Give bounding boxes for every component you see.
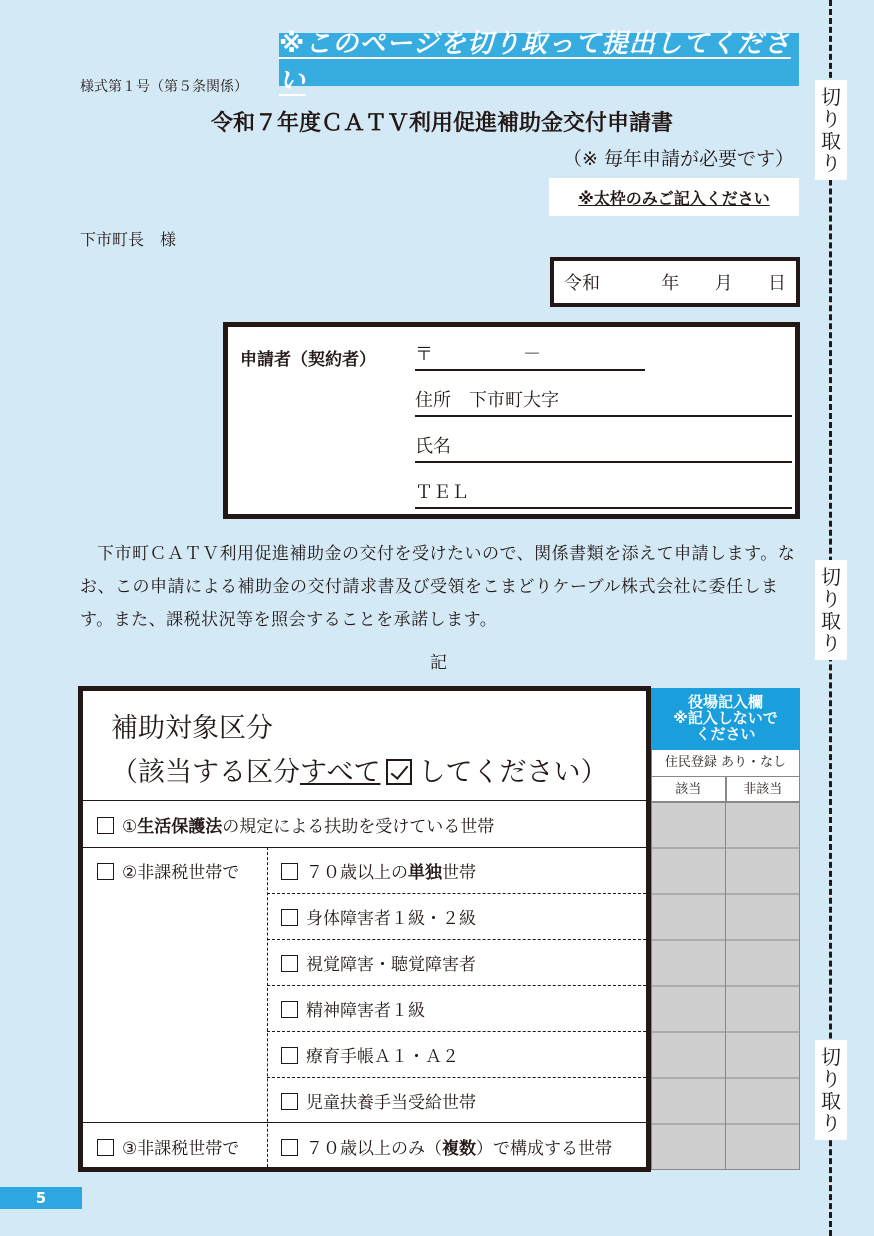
row2-label: ②非課税世帯で xyxy=(122,863,240,883)
row3-bold: 複数 xyxy=(442,1139,476,1159)
address-field[interactable]: 住所 下市町大字 xyxy=(415,387,792,417)
row2-item-3-text: 視覚障害・聴覚障害者 xyxy=(306,955,476,975)
table-heading xyxy=(111,707,607,795)
row2-item-1-bold: 単独 xyxy=(408,863,442,883)
row2-item-4[interactable] xyxy=(281,996,425,1021)
name-field[interactable]: 氏名 xyxy=(415,433,792,463)
office-head-1: 役場記入欄 xyxy=(687,693,763,711)
row2-item-4-text: 精神障害者１級 xyxy=(306,1001,425,1021)
ki-heading: 記 xyxy=(430,653,447,673)
row2-item-6[interactable] xyxy=(281,1088,476,1113)
row2-item-5-text: 療育手帳Ａ１・Ａ２ xyxy=(306,1047,459,1067)
row2-checkbox[interactable] xyxy=(97,863,114,880)
instruction-post: してください） xyxy=(418,757,608,788)
row2-item-5-checkbox[interactable] xyxy=(281,1047,298,1064)
row2-item-2-text: 身体障害者１級・２級 xyxy=(306,909,476,929)
row2-item-1[interactable] xyxy=(281,858,476,883)
date-year: 年 xyxy=(661,273,680,294)
row2-item-2[interactable] xyxy=(281,904,476,929)
row3-option[interactable] xyxy=(97,1134,239,1159)
date-day: 日 xyxy=(767,273,786,294)
not-applicable-column: 非該当 xyxy=(726,776,801,802)
date-field[interactable] xyxy=(550,257,800,307)
row1-checkbox[interactable] xyxy=(97,817,114,834)
row3-label: ③非課税世帯で xyxy=(122,1139,240,1159)
page-number: 5 xyxy=(0,1187,82,1209)
office-grid xyxy=(651,802,800,1170)
office-use-column xyxy=(651,688,800,1170)
row3-checkbox[interactable] xyxy=(97,1139,114,1156)
office-use-header xyxy=(651,688,800,750)
row2-item-6-text: 児童扶養手当受給世帯 xyxy=(306,1093,476,1113)
row2-item-3-checkbox[interactable] xyxy=(281,955,298,972)
instruction-pre: （該当する区分 xyxy=(111,757,300,788)
row2-item-5[interactable] xyxy=(281,1042,459,1067)
row1-num: ① xyxy=(122,817,138,837)
row3-item-checkbox[interactable] xyxy=(281,1139,298,1156)
row3-item[interactable] xyxy=(281,1134,612,1159)
row2-item-1-pre: ７０歳以上の xyxy=(306,863,408,883)
cut-label-top: 切り取り xyxy=(815,80,847,180)
resident-registration: 住民登録 あり・なし xyxy=(651,750,800,776)
document-title: 令和７年度ＣＡＴＶ利用促進補助金交付申請書 xyxy=(210,111,673,136)
row2-item-1-post: 世帯 xyxy=(442,863,476,883)
checkmark-icon xyxy=(386,759,412,785)
office-head-2: ※記入しないで xyxy=(673,709,778,727)
row2-option[interactable] xyxy=(97,858,239,883)
form-number: 様式第１号（第５条関係） xyxy=(80,79,248,95)
row2-item-3[interactable] xyxy=(281,950,476,975)
postal-code-field[interactable]: 〒 － xyxy=(415,341,645,371)
cut-out-banner: ※このページを切り取って提出してください xyxy=(279,33,799,86)
table-heading-instruction xyxy=(111,751,607,795)
table-heading-title: 補助対象区分 xyxy=(111,713,273,744)
fill-note: ※太枠のみご記入ください xyxy=(549,178,799,216)
row3-post: ）で構成する世帯 xyxy=(476,1139,612,1159)
application-statement: 下市町ＣＡＴＶ利用促進補助金の交付を受けたいので、関係書類を添えて申請します。なお、この申請による補助金の交付請求書及び受領をこまどりケーブル株式会社に委任します。また、課税状況等を照会することを承諾します。 xyxy=(80,544,796,630)
tel-field[interactable]: ＴＥＬ xyxy=(415,479,792,509)
date-era: 令和 xyxy=(564,273,600,294)
row2-item-6-checkbox[interactable] xyxy=(281,1093,298,1110)
date-month: 月 xyxy=(714,273,733,294)
addressee: 下市町長 様 xyxy=(80,230,177,249)
applicable-column: 該当 xyxy=(651,776,726,802)
instruction-underline: すべて xyxy=(300,757,381,788)
applicant-label: 申請者（契約者） xyxy=(240,350,376,370)
row3-pre: ７０歳以上のみ（ xyxy=(306,1139,442,1159)
row1-option[interactable] xyxy=(97,812,494,837)
row1-bold: 生活保護法 xyxy=(137,817,223,837)
row2-item-1-checkbox[interactable] xyxy=(281,863,298,880)
row1-rest: の規定による扶助を受けている世帯 xyxy=(222,817,495,837)
cut-label-bottom: 切り取り xyxy=(815,1040,847,1140)
row2-item-4-checkbox[interactable] xyxy=(281,1001,298,1018)
annual-note: （※ 毎年申請が必要です） xyxy=(563,148,794,170)
row2-item-2-checkbox[interactable] xyxy=(281,909,298,926)
office-grid-lines xyxy=(651,802,800,1170)
cut-label-middle: 切り取り xyxy=(815,560,847,660)
office-head-3: ください xyxy=(695,725,756,743)
applicant-box xyxy=(223,322,800,519)
eligibility-table xyxy=(78,686,651,1172)
